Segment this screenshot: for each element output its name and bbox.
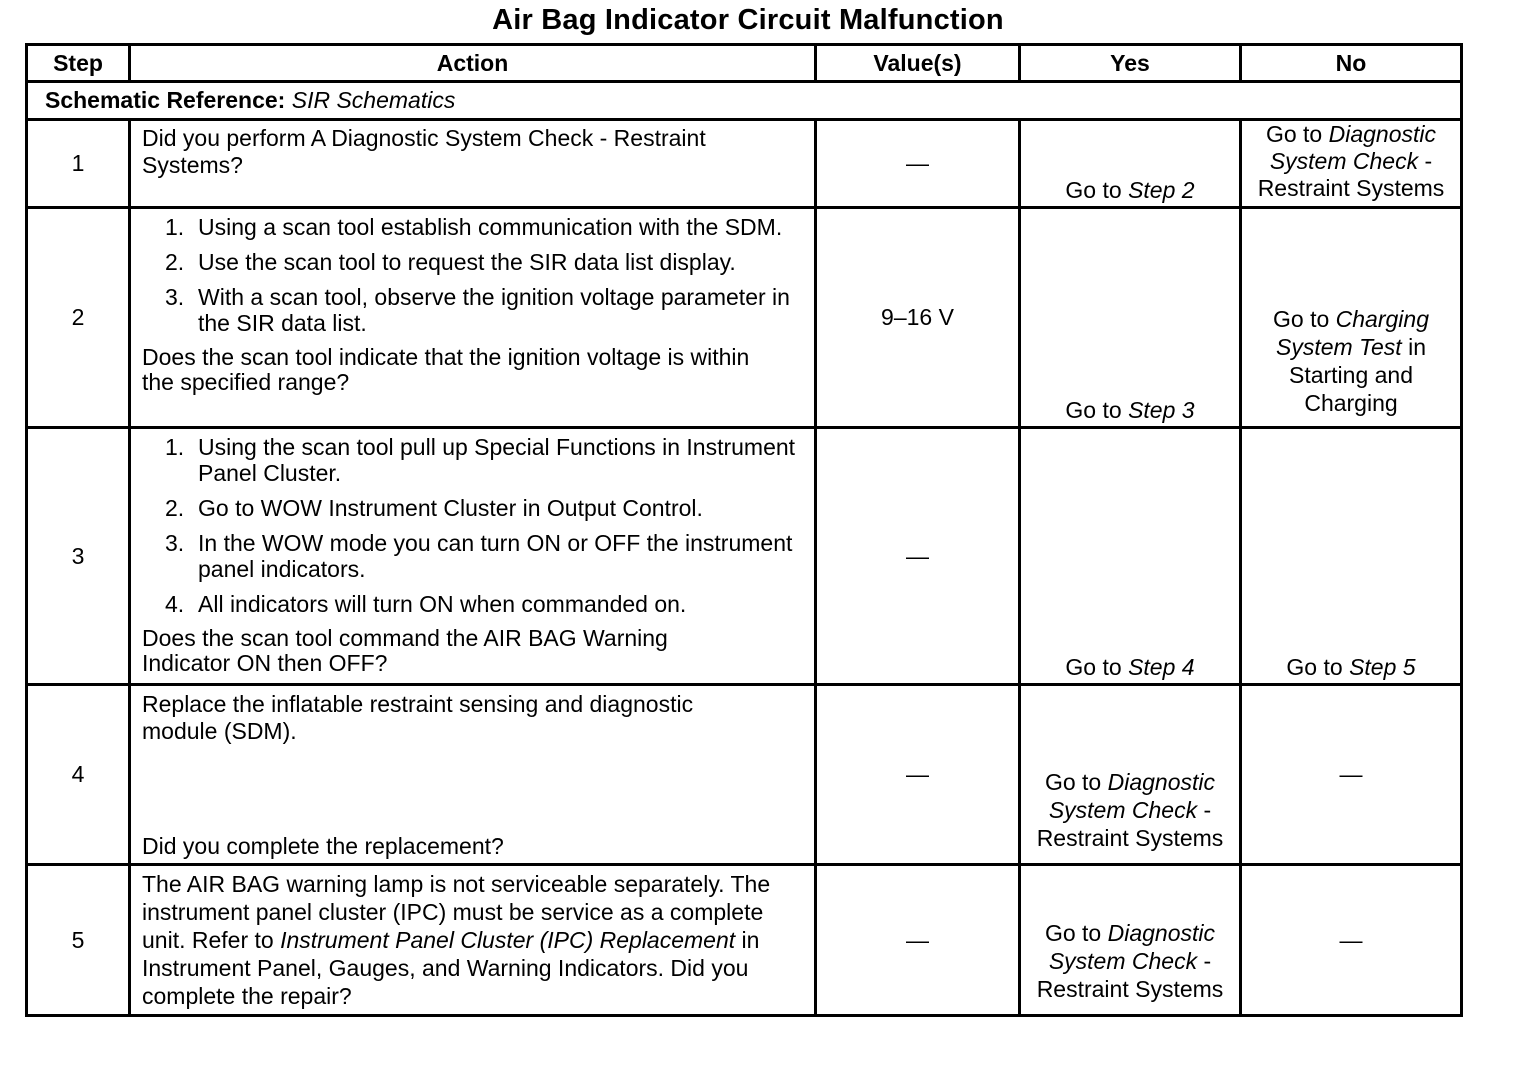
step-number: 1 (27, 120, 130, 208)
yes-link[interactable]: Step 2 (1128, 177, 1195, 203)
list-item: 4. All indicators will turn ON when commanded on. (165, 591, 687, 617)
action-text: Did you perform A Diagnostic System Check - Restraint Systems? (142, 125, 706, 178)
value-cell (816, 120, 1020, 208)
action-steps (142, 214, 804, 336)
value-text: — (906, 150, 929, 176)
no-link[interactable]: Charging System Test (1276, 306, 1429, 360)
no-prefix: Go to (1265, 121, 1329, 147)
yes-instruction (1021, 654, 1239, 681)
value-text: — (906, 542, 929, 569)
list-item: 2. Go to WOW Instrument Cluster in Output Control. (165, 495, 703, 521)
yes-suffix: - Restraint Systems (1036, 797, 1224, 851)
action-cell (130, 428, 816, 685)
action-text-pre: The AIR BAG warning lamp is not serviceable separately. The instrument panel cluster (IPC) must be service as a complete unit. Refer to (142, 871, 771, 953)
schematic-reference-link[interactable]: SIR Schematics (291, 87, 456, 113)
yes-instruction (1021, 177, 1239, 204)
no-prefix: Go to (1286, 654, 1350, 680)
no-instruction (1242, 121, 1460, 202)
yes-cell (1020, 208, 1241, 428)
list-item-text: All indicators will turn ON when commanded on. (198, 591, 687, 617)
list-item-text: Using the scan tool pull up Special Functions in Instrument Panel Cluster. (198, 434, 796, 486)
page-title: Air Bag Indicator Circuit Malfunction (492, 4, 1004, 36)
step-number: 3 (27, 428, 130, 685)
yes-instruction (1021, 397, 1239, 424)
yes-instruction (1021, 768, 1239, 852)
yes-cell (1020, 685, 1241, 865)
action-question: Does the scan tool indicate that the ignition voltage is within the specified range? (142, 344, 750, 395)
header-yes: Yes (1020, 45, 1241, 82)
yes-cell (1020, 865, 1241, 1016)
no-prefix: Go to (1273, 306, 1336, 332)
schematic-reference-label: Schematic Reference: (45, 87, 286, 113)
action-cell (130, 865, 816, 1016)
yes-prefix: Go to (1065, 177, 1129, 203)
table-row (27, 428, 1462, 685)
yes-prefix: Go to (1044, 769, 1108, 795)
yes-suffix: - Restraint Systems (1036, 948, 1224, 1002)
action-cell (130, 120, 816, 208)
yes-cell (1020, 428, 1241, 685)
yes-instruction (1021, 919, 1239, 1003)
step-number: 4 (27, 685, 130, 865)
list-item-text: Use the scan tool to request the SIR data list display. (198, 249, 736, 275)
action-text: Replace the inflatable restraint sensing and diagnostic module (SDM). (142, 691, 694, 744)
list-item-text: Go to WOW Instrument Cluster in Output Control. (198, 495, 703, 521)
list-item: 2. Use the scan tool to request the SIR data list display. (165, 249, 736, 275)
value-cell (816, 685, 1020, 865)
no-text: — (1339, 761, 1363, 787)
step-number: 5 (27, 865, 130, 1016)
yes-link[interactable]: Step 3 (1128, 397, 1195, 423)
schematic-reference (27, 82, 1462, 120)
header-step: Step (27, 45, 130, 82)
list-item: 3. In the WOW mode you can turn ON or OFF the instrument panel indicators. (165, 530, 804, 582)
action-question: Did you complete the replacement? (142, 833, 504, 859)
yes-cell (1020, 120, 1241, 208)
yes-link[interactable]: Diagnostic System Check (1048, 920, 1216, 974)
list-item-text: With a scan tool, observe the ignition voltage parameter in the SIR data list. (198, 284, 790, 336)
list-item: 3. With a scan tool, observe the ignition voltage parameter in the SIR data list. (165, 284, 804, 336)
list-item: 1. Using a scan tool establish communication with the SDM. (165, 214, 783, 240)
value-cell (816, 428, 1020, 685)
value-cell (816, 208, 1020, 428)
action-cell (130, 685, 816, 865)
no-suffix: - Restraint Systems (1257, 148, 1445, 201)
list-item-text: In the WOW mode you can turn ON or OFF the instrument panel indicators. (198, 530, 793, 582)
action-text (142, 870, 782, 1010)
step-number: 2 (27, 208, 130, 428)
yes-prefix: Go to (1065, 397, 1129, 423)
action-text-post: in Instrument Panel, Gauges, and Warning Indicators. Did you complete the repair? (142, 927, 760, 1009)
yes-link[interactable]: Diagnostic System Check (1048, 769, 1216, 823)
value-text: — (906, 926, 929, 953)
no-cell (1241, 685, 1462, 865)
yes-prefix: Go to (1044, 920, 1108, 946)
action-cell (130, 208, 816, 428)
action-steps (142, 434, 804, 617)
no-cell (1241, 865, 1462, 1016)
no-cell (1241, 208, 1462, 428)
header-values: Value(s) (816, 45, 1020, 82)
no-instruction (1242, 305, 1460, 417)
no-link[interactable]: Diagnostic System Check (1269, 121, 1437, 174)
no-instruction (1242, 654, 1460, 681)
action-question: Does the scan tool command the AIR BAG Warning Indicator ON then OFF? (142, 625, 668, 676)
header-row (27, 45, 1462, 82)
no-suffix: in Starting and Charging (1288, 334, 1426, 416)
diagnostic-table (25, 43, 1463, 1017)
header-action: Action (130, 45, 816, 82)
value-text: — (906, 761, 929, 787)
table-row (27, 208, 1462, 428)
header-no: No (1241, 45, 1462, 82)
yes-prefix: Go to (1065, 654, 1129, 680)
value-cell (816, 865, 1020, 1016)
list-item: 1. Using the scan tool pull up Special Functions in Instrument Panel Cluster. (165, 434, 804, 486)
no-cell (1241, 428, 1462, 685)
table-row (27, 120, 1462, 208)
yes-link[interactable]: Step 4 (1128, 654, 1195, 680)
no-link[interactable]: Step 5 (1349, 654, 1416, 680)
no-text: — (1339, 926, 1363, 953)
schematic-reference-row (27, 82, 1462, 120)
no-cell (1241, 120, 1462, 208)
table-row (27, 685, 1462, 865)
value-text: 9–16 V (881, 304, 954, 330)
list-item-text: Using a scan tool establish communication with the SDM. (198, 214, 783, 240)
ipc-replacement-link[interactable]: Instrument Panel Cluster (IPC) Replacement (280, 927, 736, 953)
table-row (27, 865, 1462, 1016)
